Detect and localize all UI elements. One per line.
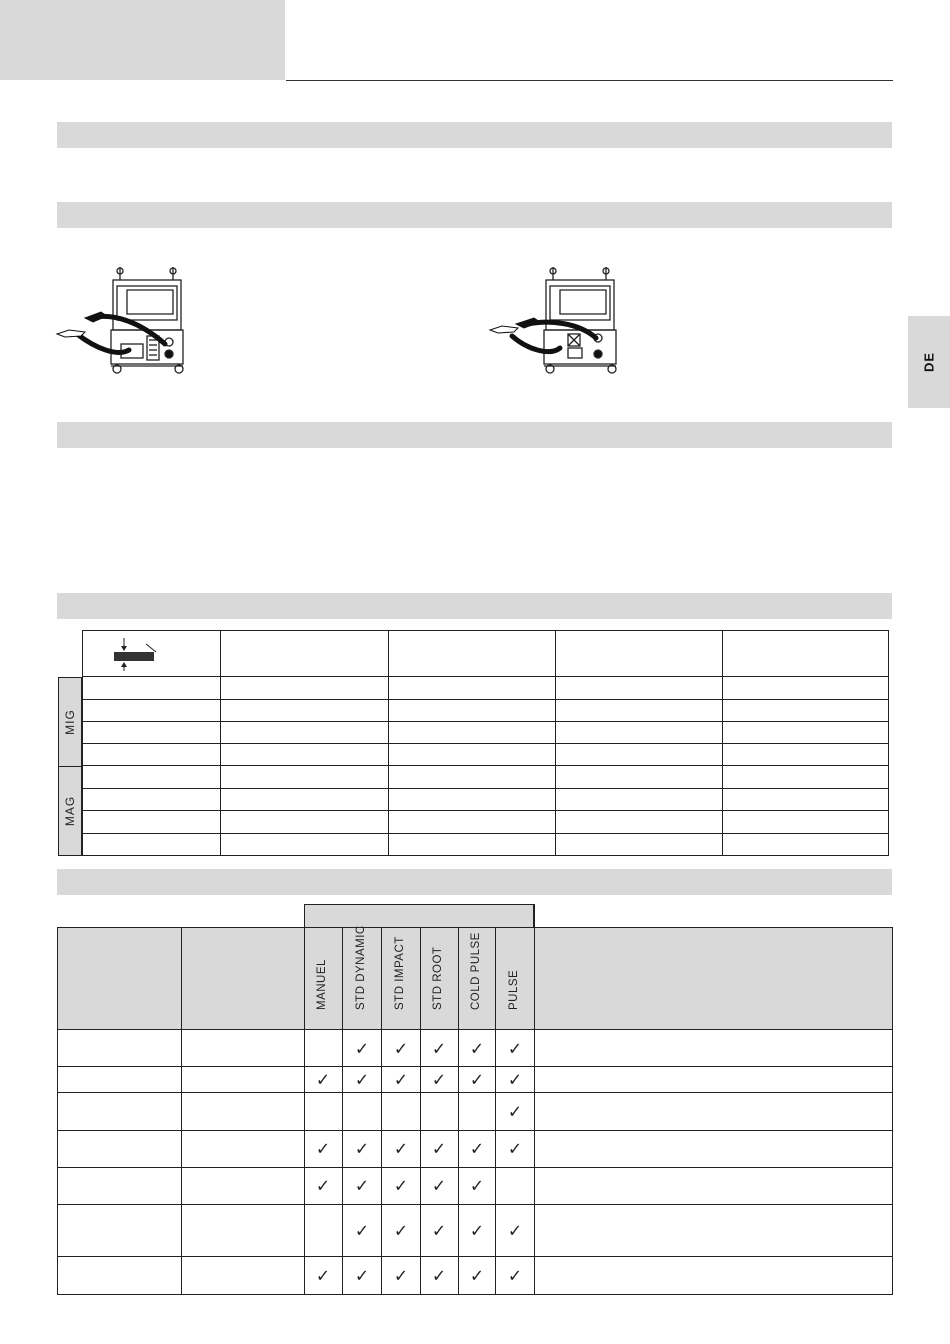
thickness-table xyxy=(58,630,889,856)
section-bar-2 xyxy=(57,202,892,228)
material-thickness-icon xyxy=(110,636,160,672)
column-header-manuel-label: MANUEL xyxy=(316,959,328,1010)
check-mark-icon: ✓ xyxy=(469,1070,485,1090)
check-mark-icon: ✓ xyxy=(315,1139,331,1159)
check-mark-icon: ✓ xyxy=(469,1176,485,1196)
header-tab xyxy=(0,0,285,80)
check-mark-icon: ✓ xyxy=(469,1266,485,1286)
column-divider xyxy=(722,677,723,856)
group-label-mag xyxy=(58,766,82,856)
column-header-cold-pulse-label: COLD PULSE xyxy=(469,932,482,1010)
check-mark-icon: ✓ xyxy=(431,1139,447,1159)
check-mark-icon: ✓ xyxy=(507,1070,523,1090)
table-row xyxy=(82,810,889,811)
header-rule xyxy=(286,80,893,81)
column-header-pulse-label: PULSE xyxy=(507,969,520,1010)
section-bar-4 xyxy=(57,593,892,619)
check-mark-icon: ✓ xyxy=(507,1102,523,1122)
check-mark-icon: ✓ xyxy=(507,1266,523,1286)
check-mark-icon: ✓ xyxy=(431,1221,447,1241)
check-mark-icon: ✓ xyxy=(315,1070,331,1090)
check-mark-icon: ✓ xyxy=(393,1139,409,1159)
group-label-mag-text: MAG xyxy=(63,795,77,827)
table-row xyxy=(82,765,889,766)
check-mark-icon: ✓ xyxy=(469,1039,485,1059)
process-table xyxy=(57,904,893,1296)
check-mark-icon: ✓ xyxy=(354,1221,370,1241)
check-mark-icon: ✓ xyxy=(393,1039,409,1059)
check-mark-icon: ✓ xyxy=(354,1070,370,1090)
check-mark-icon: ✓ xyxy=(431,1070,447,1090)
column-divider xyxy=(555,677,556,856)
check-mark-icon: ✓ xyxy=(469,1221,485,1241)
section-bar-1 xyxy=(57,122,892,148)
check-mark-icon: ✓ xyxy=(354,1266,370,1286)
check-mark-icon: ✓ xyxy=(507,1039,523,1059)
table-row xyxy=(82,833,889,834)
check-mark-icon: ✓ xyxy=(393,1221,409,1241)
check-mark-icon: ✓ xyxy=(507,1139,523,1159)
table-row xyxy=(82,743,889,744)
table-row xyxy=(82,699,889,700)
table-row xyxy=(82,788,889,789)
language-tab-label: DE xyxy=(921,351,937,373)
header-divider xyxy=(722,630,723,677)
process-check-grid xyxy=(57,904,893,1296)
section-bar-5 xyxy=(57,869,892,895)
section-bar-3 xyxy=(57,422,892,448)
header-divider xyxy=(220,630,221,677)
welder-polarity-illustration-2 xyxy=(488,262,648,382)
check-mark-icon: ✓ xyxy=(469,1139,485,1159)
thickness-table-body xyxy=(82,677,889,856)
header-divider xyxy=(388,630,389,677)
check-mark-icon: ✓ xyxy=(354,1039,370,1059)
thickness-table-header xyxy=(82,630,889,677)
column-header-std-dynamic-label: STD DYNAMIC xyxy=(354,925,367,1010)
header-divider xyxy=(555,630,556,677)
column-divider xyxy=(388,677,389,856)
group-label-mig-text: MIG xyxy=(63,709,77,735)
column-header-std-impact-label: STD IMPACT xyxy=(393,936,406,1010)
check-mark-icon: ✓ xyxy=(507,1221,523,1241)
check-mark-icon: ✓ xyxy=(315,1266,331,1286)
welder-polarity-illustration-1 xyxy=(55,262,215,382)
check-mark-icon: ✓ xyxy=(315,1176,331,1196)
check-mark-icon: ✓ xyxy=(393,1176,409,1196)
check-mark-icon: ✓ xyxy=(354,1176,370,1196)
check-mark-icon: ✓ xyxy=(431,1266,447,1286)
language-tab[interactable] xyxy=(908,316,950,408)
column-divider xyxy=(220,677,221,856)
check-mark-icon: ✓ xyxy=(393,1070,409,1090)
check-mark-icon: ✓ xyxy=(431,1176,447,1196)
group-label-mig xyxy=(58,677,82,767)
column-header-std-root-label: STD ROOT xyxy=(432,946,444,1010)
check-mark-icon: ✓ xyxy=(393,1266,409,1286)
check-mark-icon: ✓ xyxy=(431,1039,447,1059)
check-mark-icon: ✓ xyxy=(354,1139,370,1159)
table-row xyxy=(82,721,889,722)
